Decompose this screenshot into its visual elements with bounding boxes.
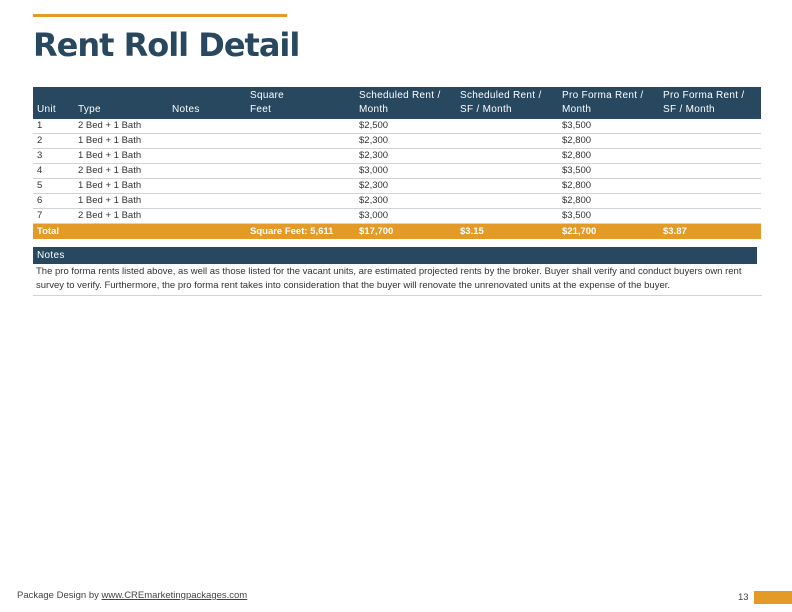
column-header [33,87,74,119]
column-header [355,87,456,119]
page-number-accent-bar [754,591,792,604]
footer-credit [17,590,247,601]
table-row [33,209,761,224]
table-cell [246,119,355,134]
table-cell [168,209,246,224]
column-header-line [37,89,70,103]
column-header-line: Notes [172,104,200,115]
table-cell: 1 Bed + 1 Bath [74,149,168,164]
table-cell [456,149,558,164]
table-cell: 5 [33,179,74,194]
title-accent-rule [33,14,287,17]
table-cell: 1 [33,119,74,134]
table-cell [456,164,558,179]
notes-text: The pro forma rents listed above, as well as those listed for the vacant units, are estimated projected rents by the broker. Buyer shall verify and conduct buyers own rent survey to verify. Furthermore, the pro forma rent takes into consideration that the buyer will renovate the unrenovated units at the expense of the buyer. [33,265,762,296]
column-header-line: Feet [250,104,272,115]
table-cell [456,209,558,224]
table-cell [246,164,355,179]
total-cell: $3.15 [456,224,558,240]
table-row [33,179,761,194]
table-cell: $2,800 [558,179,659,194]
column-header-line: SF / Month [663,104,715,115]
total-cell: Total [33,224,74,240]
table-cell [246,134,355,149]
column-header-line: Square [250,90,285,101]
table-cell [168,149,246,164]
column-header-line: Pro Forma Rent / [562,90,644,101]
table-cell: $2,500 [355,119,456,134]
table-cell: $3,500 [558,209,659,224]
rent-roll-table [33,87,761,239]
table-cell: $2,300 [355,149,456,164]
total-cell: $21,700 [558,224,659,240]
table-cell: $3,000 [355,164,456,179]
table-cell [246,209,355,224]
table-cell [659,179,761,194]
notes-heading: Notes [33,247,757,264]
table-cell [168,134,246,149]
table-cell: 2 Bed + 1 Bath [74,164,168,179]
total-cell [168,224,246,240]
table-cell: 6 [33,194,74,209]
column-header-line: Scheduled Rent / [460,90,542,101]
table-cell [246,149,355,164]
table-row [33,119,761,134]
table-cell [456,194,558,209]
table-cell: $2,800 [558,194,659,209]
table-cell [659,134,761,149]
table-cell: $2,300 [355,179,456,194]
table-cell [659,149,761,164]
total-cell: $17,700 [355,224,456,240]
footer-credit-prefix: Package Design by [17,590,102,601]
table-cell [659,164,761,179]
table-cell: 1 Bed + 1 Bath [74,179,168,194]
column-header-line: Unit [37,104,56,115]
table-cell: 4 [33,164,74,179]
table-cell: 2 Bed + 1 Bath [74,119,168,134]
table-row [33,164,761,179]
column-header-line: SF / Month [460,104,512,115]
column-header-line: Month [562,104,592,115]
table-header-row [33,87,761,119]
table-cell: 2 Bed + 1 Bath [74,209,168,224]
table-cell: 2 [33,134,74,149]
table-cell: $2,800 [558,134,659,149]
column-header-line: Pro Forma Rent / [663,90,745,101]
table-cell [246,179,355,194]
column-header [168,87,246,119]
column-header [659,87,761,119]
total-cell: Square Feet: 5,611 [246,224,355,240]
column-header-line [78,89,164,103]
column-header-line [172,89,242,103]
column-header [246,87,355,119]
table-cell [456,179,558,194]
table-cell: 3 [33,149,74,164]
table-cell [456,119,558,134]
table-cell [168,119,246,134]
table-cell: 7 [33,209,74,224]
total-cell [74,224,168,240]
table-row [33,194,761,209]
table-row [33,149,761,164]
table-cell [456,134,558,149]
column-header [74,87,168,119]
table-cell: 1 Bed + 1 Bath [74,194,168,209]
page-title: Rent Roll Detail [33,26,300,64]
column-header [558,87,659,119]
table-cell: $2,300 [355,194,456,209]
table-cell [659,119,761,134]
column-header [456,87,558,119]
total-row [33,224,761,240]
table-cell: $3,500 [558,164,659,179]
column-header-line: Type [78,104,101,115]
table-cell: $3,000 [355,209,456,224]
page-number: 13 [738,592,749,603]
table-cell [659,209,761,224]
table-cell: $2,800 [558,149,659,164]
table-cell: 1 Bed + 1 Bath [74,134,168,149]
table-cell [659,194,761,209]
table-cell: $3,500 [558,119,659,134]
total-cell: $3.87 [659,224,761,240]
table-cell [168,164,246,179]
table-row [33,134,761,149]
footer-credit-link[interactable]: www.CREmarketingpackages.com [101,590,248,601]
column-header-line: Scheduled Rent / [359,90,441,101]
table-cell [168,194,246,209]
table-cell: $2,300 [355,134,456,149]
column-header-line: Month [359,104,389,115]
table-cell [168,179,246,194]
table-cell [246,194,355,209]
